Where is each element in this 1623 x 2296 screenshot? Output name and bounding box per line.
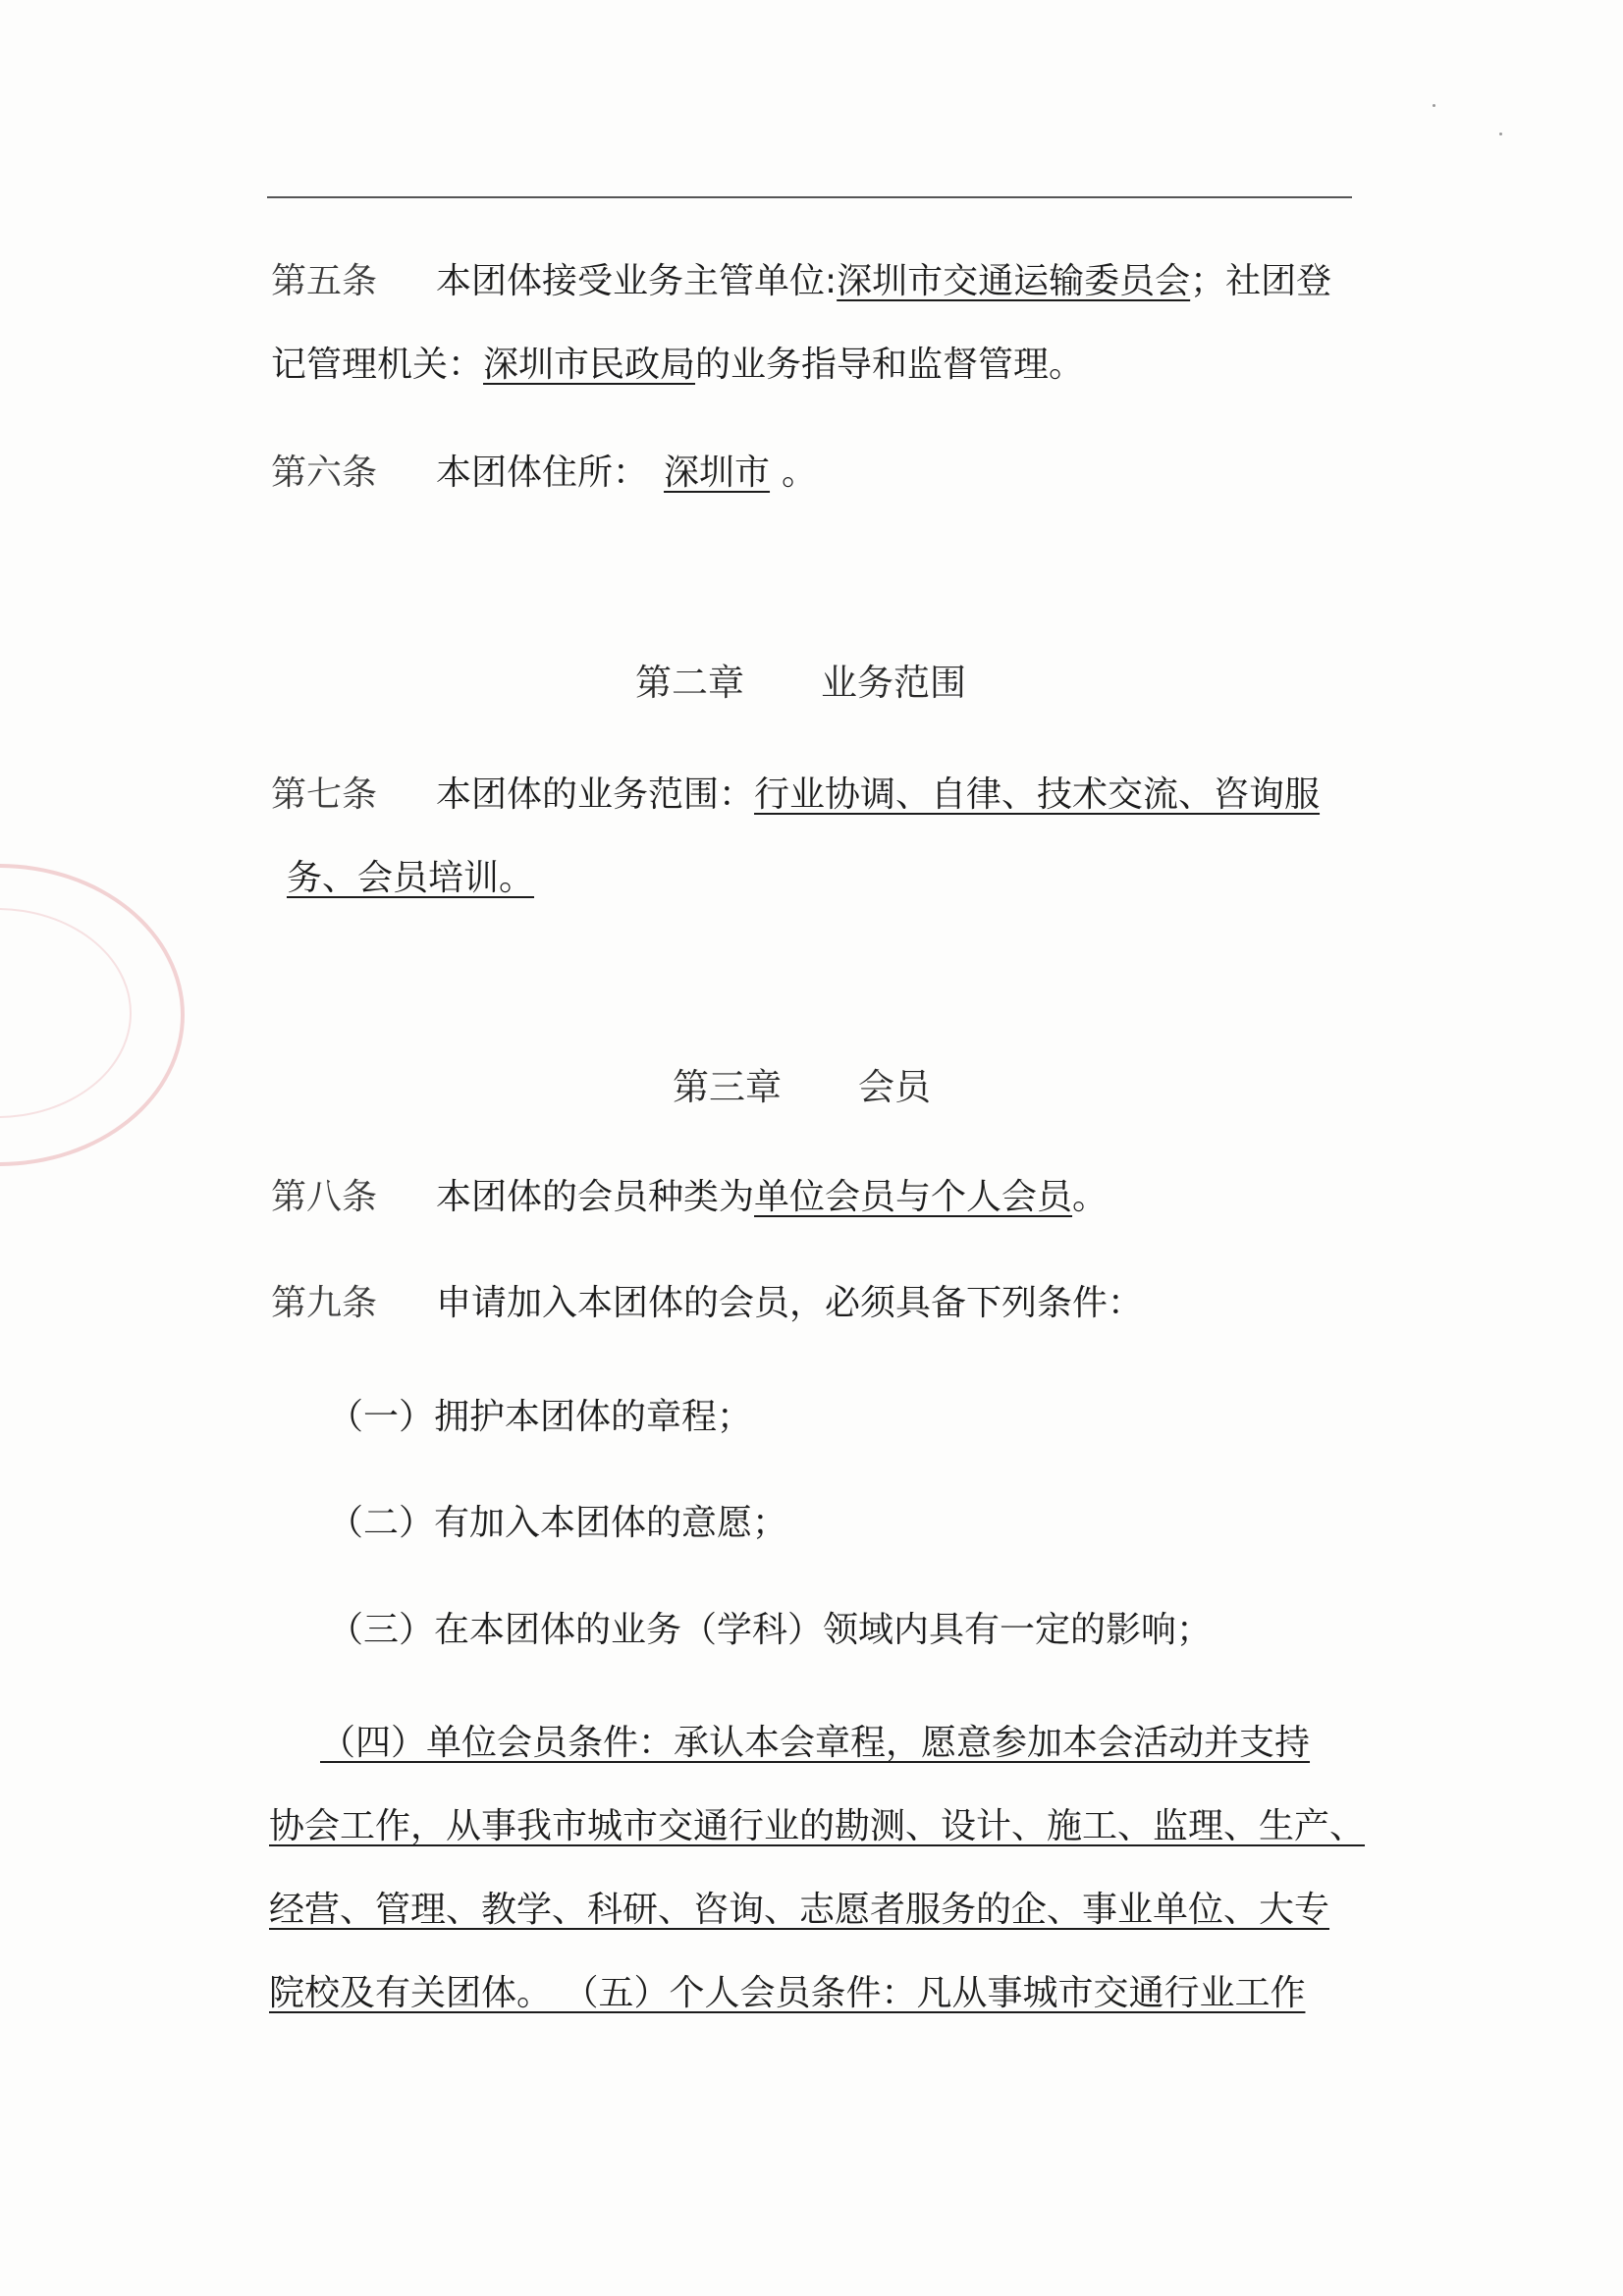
scan-speck bbox=[1433, 104, 1435, 107]
article5-line2-tail: 的业务指导和监督管理。 bbox=[695, 345, 1085, 385]
article7-label: 第七条 bbox=[271, 774, 378, 815]
article9-item3: （三）在本团体的业务（学科）领域内具有一定的影响； bbox=[328, 1610, 1213, 1650]
article5-line2-prefix: 记管理机关： bbox=[271, 345, 484, 385]
article7-line1 bbox=[271, 774, 1320, 817]
article9-text: 申请加入本团体的会员，必须具备下列条件： bbox=[436, 1283, 1144, 1323]
article5-authority: 深圳市交通运输委员会 bbox=[837, 261, 1191, 301]
chapter2-number: 第二章 bbox=[635, 662, 744, 704]
article6-label: 第六条 bbox=[271, 453, 378, 493]
article5-label: 第五条 bbox=[271, 261, 378, 301]
article5-text: 本团体接受业务主管单位: bbox=[436, 261, 838, 301]
scan-speck bbox=[1499, 133, 1502, 135]
article9-item1: （一）拥护本团体的章程； bbox=[328, 1397, 753, 1437]
article9-item4-line2: 协会工作，从事我市城市交通行业的勘测、设计、施工、监理、生产、 bbox=[269, 1806, 1366, 1846]
article7-scope-line2: 务、会员培训。 bbox=[287, 858, 535, 898]
article9 bbox=[271, 1282, 1143, 1325]
article9-label: 第九条 bbox=[271, 1283, 378, 1323]
chapter3-number: 第三章 bbox=[673, 1066, 782, 1108]
article6-address: 深圳市 bbox=[664, 453, 771, 493]
article8-member-types: 单位会员与个人会员 bbox=[754, 1177, 1073, 1217]
article6 bbox=[271, 452, 817, 495]
chapter2-title: 业务范围 bbox=[821, 662, 966, 704]
article6-tail: 。 bbox=[782, 453, 818, 493]
article7-line2 bbox=[287, 857, 534, 900]
article7-scope-line1: 行业协调、自律、技术交流、咨询服 bbox=[754, 774, 1321, 815]
chapter3-title: 会员 bbox=[858, 1066, 931, 1108]
article8-label: 第八条 bbox=[271, 1177, 378, 1217]
article5-registry: 深圳市民政局 bbox=[483, 345, 696, 385]
article5-line2 bbox=[271, 344, 1084, 387]
chapter3-heading bbox=[673, 1066, 931, 1109]
article9-item2: （二）有加入本团体的意愿； bbox=[328, 1503, 788, 1543]
article6-text: 本团体住所： bbox=[436, 453, 649, 493]
article9-item4-line3: 经营、管理、教学、科研、咨询、志愿者服务的企、事业单位、大专 bbox=[269, 1890, 1330, 1930]
article8 bbox=[271, 1176, 1108, 1219]
article7-text: 本团体的业务范围： bbox=[436, 774, 755, 815]
article9-item4-line1: （四）单位会员条件：承认本会章程，愿意参加本会活动并支持 bbox=[320, 1723, 1311, 1763]
article5-tail: ；社团登 bbox=[1190, 261, 1332, 301]
article9-item4-line4: 院校及有关团体。 （五）个人会员条件：凡从事城市交通行业工作 bbox=[269, 1973, 1306, 2013]
chapter2-heading bbox=[635, 662, 966, 705]
header-rule bbox=[267, 196, 1352, 198]
article8-text: 本团体的会员种类为 bbox=[436, 1177, 755, 1217]
article5-line1 bbox=[271, 260, 1331, 303]
article8-tail: 。 bbox=[1072, 1177, 1109, 1217]
